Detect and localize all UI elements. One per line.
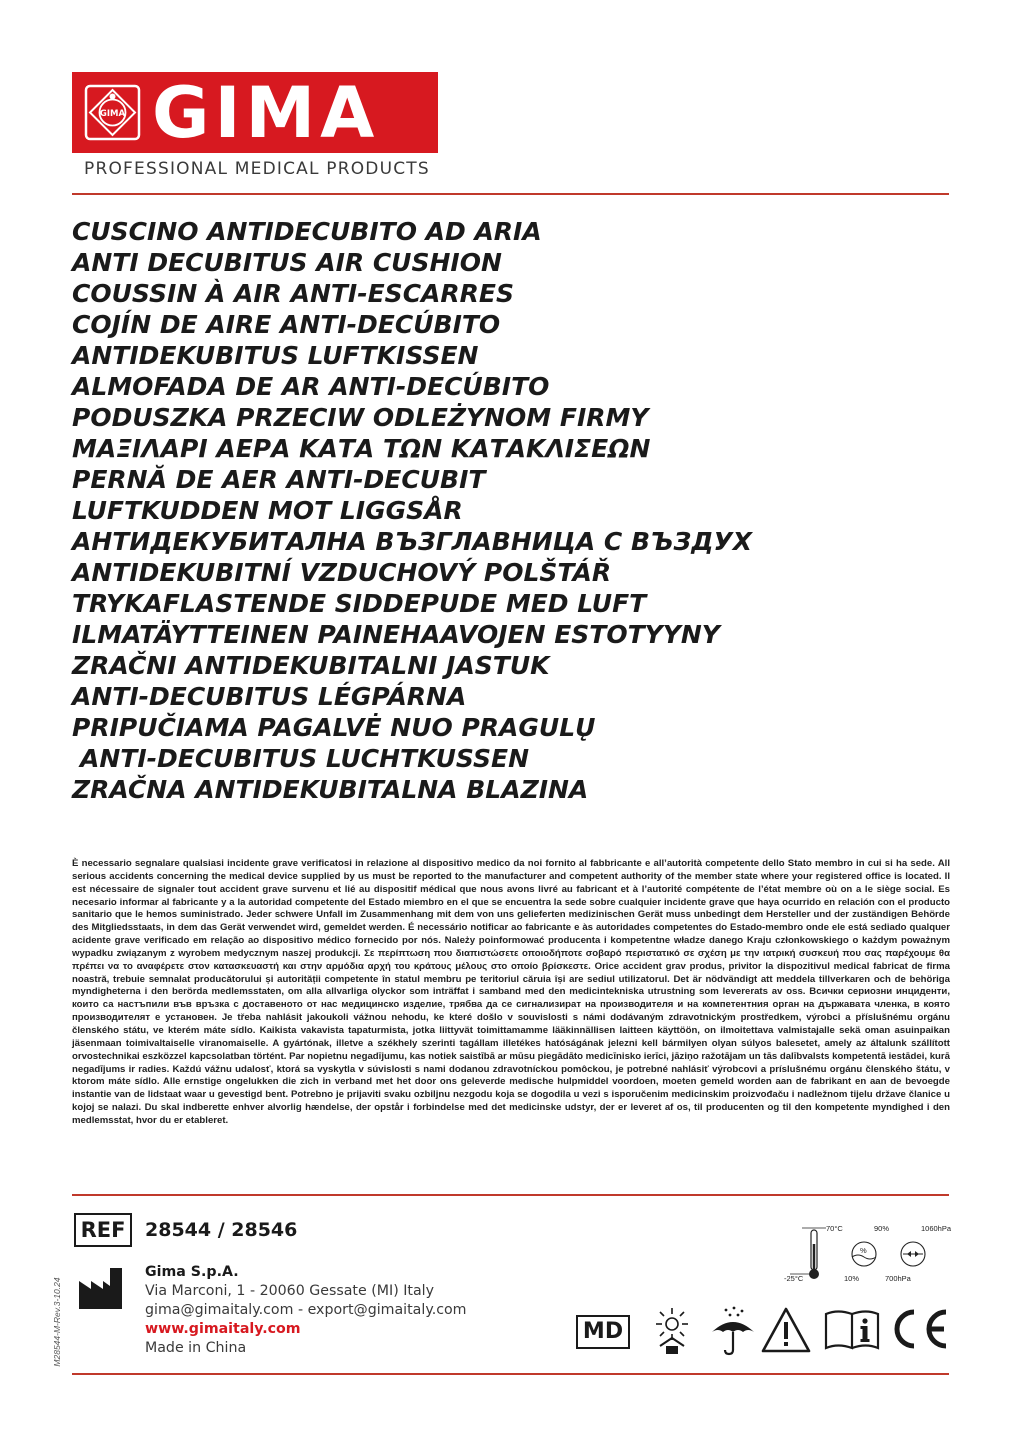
manufacturer-company: Gima S.p.A. <box>145 1264 239 1280</box>
pressure-min-label: 700hPa <box>885 1274 911 1283</box>
brand-name: GIMA <box>152 72 380 154</box>
divider-middle <box>72 1194 949 1196</box>
product-title: ANTI-DECUBITUS LÉGPÁRNA <box>72 682 467 711</box>
gima-emblem-icon <box>84 84 141 141</box>
caution-icon <box>760 1306 812 1354</box>
pressure-max-label: 1060hPa <box>921 1224 952 1233</box>
product-title: PRIPUČIAMA PAGALVĖ NUO PRAGULŲ <box>72 713 596 742</box>
instructions-icon <box>822 1306 882 1352</box>
ref-number: 28544 / 28546 <box>145 1219 298 1241</box>
product-title: ΜΑΞΙΛΑΡΙ ΑΕΡΑ ΚΑΤΑ ΤΩΝ ΚΑΤΑΚΛΙΣΕΩΝ <box>72 434 651 463</box>
revision-code <box>52 1272 62 1372</box>
keep-away-from-sunlight-icon <box>646 1306 698 1356</box>
humidity-min-label: 10% <box>844 1274 860 1283</box>
product-title: PODUSZKA PRZECIW ODLEŻYNOM FIRMY <box>72 403 649 432</box>
manufacturer-origin: Made in China <box>145 1340 247 1356</box>
product-title: ZRAČNI ANTIDEKUBITALNI JASTUK <box>72 651 550 680</box>
factory-icon <box>78 1265 126 1310</box>
humidity-icon <box>844 1224 889 1283</box>
manufacturer-address: Via Marconi, 1 - 20060 Gessate (MI) Italy <box>145 1283 435 1299</box>
product-title: COUSSIN À AIR ANTI-ESCARRES <box>72 279 514 308</box>
manufacturer-emails: gima@gimaitaly.com - export@gimaitaly.com <box>145 1302 467 1318</box>
pressure-icon <box>885 1224 952 1283</box>
temp-max-label: 70°C <box>826 1224 843 1233</box>
product-title: ZRAČNA ANTIDEKUBITALNA BLAZINA <box>72 775 589 804</box>
product-title: ANTI-DECUBITUS LUCHTKUSSEN <box>80 744 529 773</box>
product-title: АНТИДЕКУБИТАЛНА ВЪЗГЛАВНИЦА С ВЪЗДУХ <box>72 527 753 556</box>
product-title: LUFTKUDDEN MOT LIGGSÅR <box>72 496 463 525</box>
product-title: ALMOFADA DE AR ANTI-DECÚBITO <box>72 372 550 401</box>
keep-dry-icon <box>708 1306 758 1356</box>
humidity-max-label: 90% <box>874 1224 890 1233</box>
divider-bottom <box>72 1373 949 1375</box>
thermometer-icon <box>784 1224 843 1283</box>
manufacturer-info <box>145 1263 467 1358</box>
product-titles <box>72 216 752 805</box>
product-title: CUSCINO ANTIDECUBITO AD ARIA <box>72 217 542 246</box>
product-title: ANTIDEKUBITNÍ VZDUCHOVÝ POLŠTÁŘ <box>72 558 612 587</box>
manufacturer-website: www.gimaitaly.com <box>145 1321 301 1337</box>
storage-conditions <box>782 1222 954 1284</box>
product-title: ANTIDEKUBITUS LUFTKISSEN <box>72 341 479 370</box>
brand-tagline: PROFESSIONAL MEDICAL PRODUCTS <box>84 159 430 179</box>
humidity-percent-sign: % <box>860 1246 867 1255</box>
product-title: ANTI DECUBITUS AIR CUSHION <box>72 248 502 277</box>
divider-top <box>72 193 949 195</box>
revision-text: M28544-M-Rev.3-10.24 <box>52 1277 62 1367</box>
product-title: TRYKAFLASTENDE SIDDEPUDE MED LUFT <box>72 589 647 618</box>
incident-reporting-notice: È necessario segnalare qualsiasi incidente grave verificatosi in relazione al dispositivo medico da noi fornito al fabbricante e all’autorità competente dello Stato membro in cui si ha sede. All serious accidents concerning the medical device supplied by us must be reported to the manufacturer and competent authority of the member state where your registered office is located. Il est nécessaire de signaler tout accident grave survenu et lié au dispositif médical que nous avons livré au fabricant et à l’autorité compétente de l’état membre où on a le siège social. Es necesario informar al fabricante y a la autoridad competente del Estado miembro en el que se encuentra la sede sobre cualquier incidente grave que haya ocurrido en relación con el producto sanitario que le hemos suministrado. Jeder schwere Unfall im Zusammenhang mit dem von uns gelieferten medizinischen Gerät muss unbedingt dem Hersteller und der zuständigen Behörde des Mitgliedsstaats, in dem das Gerät verwendet wird, gemeldet werden. É necessário notificar ao fabricante e às autoridades competentes do Estado-membro onde ele está sediado qualquer acidente grave verificado em relação ao dispositivo médico fornecido por nós. Należy poinformować producenta i kompetentne władze danego Kraju członkowskiego o każdym poważnym wypadku związanym z wyrobem medycznym naszej produkcji. Σε περίπτωση που διαπιστώσετε οποιοδήποτε σοβαρό περιστατικό σε σχέση με την ιατρική συσκευή που σας παρέχουμε θα πρέπει να το αναφέρετε στον κατασκευαστή και στην αρμόδια αρχή του κράτους μέλους στο οποίο βρίσκεστε. Orice accident grav produs, privitor la dispozitivul medical fabricat de firma noastră, trebuie semnalat producătorului și autorității competente în statul membru pe teritoriul căruia își are sediul utilizatorul. Det är nödvändigt att meddela tillverkaren och de behöriga myndigheterna i den berörda medlemsstaten, om alla allvarliga olyckor som inträffat i samband med den medicintekniska utrustning som levererats av oss. Всички сериозни инциденти, които са настъпили във връзка с доставеното от нас медицинско изделие, трябва да се сигнализират на производителя и на компетентния орган на държавата членка, в която производителят е установен. Je třeba nahlásit jakoukoli vážnou nehodu, ke které došlo v souvislosti s námi dodávaným zdravotnickým prostředkem, výrobci a příslušnému orgánu členského státu, ve kterém máte sídlo. Kaikista vakavista tapaturmista, jotka liittyvät toimittamamme lääkinnällisen laitteen käyttöön, on ilmoitettava valmistajalle sekä oman asuinpaikan jäsenmaan toimivaltaiselle viranomaiselle. A gyártónak, illetve a székhely szerinti tagállam illetékes hatóságának jelezni kell bármilyen olyan súlyos balesetet, amely az általunk szállított orvostechnikai eszközzel kapcsolatban történt. Par nopietnu negadījumu, kas notiek saistībā ar mūsu piegādāto medicīnisko ierīci, jāziņo ražotājam un tās dalībvalsts kompetentā iestādei, kurā negadījums ir radies. Každú vážnu udalosť, ktorá sa vyskytla v súvislosti s nami dodanou zdravotníckou pomôckou, je potrebné nahlásiť výrobcovi a príslušnému orgánu členského štátu, v ktorom máte sídlo. Alle ernstige ongelukken die zich in verband met het door ons geleverde medische hulpmiddel voordoen, moeten gemeld worden aan de fabrikant en aan de bevoegde instantie van de lidstaat waar u gevestigd bent. Potrebno je prijaviti svaku ozbiljnu nezgodu koja se dogodila u vezi s isporučenim medicinskim proizvođaču i nadležnom tijelu države članice u kojoj se nalazi. Du skal indberette enhver alvorlig hændelse, der opstår i forbindelse med det medicinske udstyr, der er leveret af os, til producenten og til den kompetente myndighed i den medlemsstat, hvor du er etableret. <box>72 858 950 1126</box>
svg-text:GIMA: GIMA <box>99 109 126 119</box>
product-title: COJÍN DE AIRE ANTI-DECÚBITO <box>72 310 501 339</box>
product-title: PERNĂ DE AER ANTI-DECUBIT <box>72 465 486 494</box>
ref-label: REF <box>74 1213 132 1247</box>
temp-min-label: -25°C <box>784 1274 804 1283</box>
gima-logo <box>72 72 438 153</box>
product-title: ILMATÄYTTEINEN PAINEHAAVOJEN ESTOTYYNY <box>72 620 720 649</box>
ce-mark-icon <box>888 1306 950 1352</box>
medical-device-label: MD <box>576 1315 630 1349</box>
